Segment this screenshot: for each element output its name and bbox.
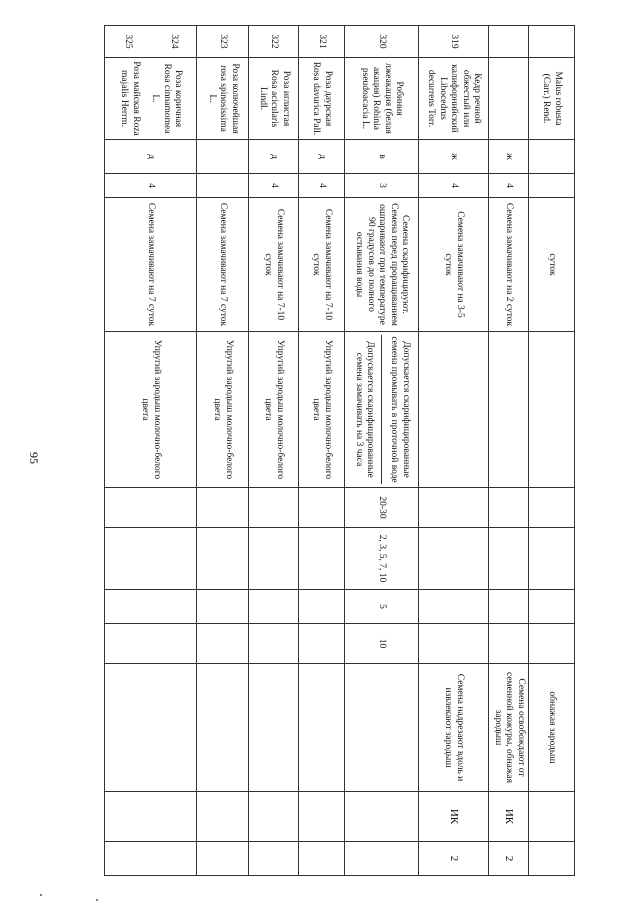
column-9-cell <box>299 590 345 624</box>
count-cell: 3 <box>345 174 419 198</box>
species-cell <box>489 58 529 140</box>
count-cell: 4 <box>299 174 345 198</box>
note-text: Упругий зародыш молочно-белого цвета <box>263 339 285 480</box>
scan-speck <box>96 899 98 901</box>
species-name: Роза майская Roza majalis Herrm. <box>119 61 141 136</box>
notes-cell <box>249 332 299 488</box>
pretreatment-cell: Семена скарифицируют. Семена перед проращиванием ошпаривают при температуре 90 градусов до полного остывания воды <box>345 198 419 332</box>
row-number-cell: 322 <box>249 26 299 58</box>
method-cell <box>197 792 249 842</box>
pretreatment-cell: суток <box>529 198 575 332</box>
number-cell <box>197 842 249 876</box>
species-name: Роза колючейшая rosa spinosissima L. <box>206 63 240 134</box>
note-text: Упругий зародыш молочно-белого цвета <box>140 339 162 480</box>
letter-code-cell: ж <box>489 140 529 174</box>
table-row <box>345 26 419 876</box>
notes-cell <box>299 332 345 488</box>
row-number-cell: 323 <box>197 26 249 58</box>
notes-cell <box>345 332 419 488</box>
species-cell <box>529 58 575 140</box>
count-cell <box>197 174 249 198</box>
page-number: 95 <box>27 452 41 464</box>
number-cell <box>299 842 345 876</box>
temperature-cell: 20-30 <box>345 488 419 528</box>
method-cell: ИК <box>489 792 529 842</box>
rotated-table-frame <box>105 25 575 875</box>
species-cell <box>345 58 419 140</box>
column-9-cell <box>249 590 299 624</box>
table-row <box>489 26 529 876</box>
counting-days-cell <box>299 528 345 590</box>
column-9-cell <box>197 590 249 624</box>
species-name: Кедр речной обжестый или калифорнийский Libocedrus decurrens Torr. <box>426 64 482 133</box>
embryo-preparation-cell: Семена освобождают от семенной кожуры, обнажая зародыш <box>489 664 529 792</box>
letter-code-cell: д <box>105 140 197 174</box>
row-number-cell: 324 325 <box>105 26 197 58</box>
temperature-cell <box>197 488 249 528</box>
column-10-cell <box>419 624 489 664</box>
counting-days-cell <box>529 528 575 590</box>
pretreatment-cell: Семена замачивают на 7 суток <box>105 198 197 332</box>
species-name: Роза коричная Rosa cinnamomea L. <box>150 63 183 134</box>
number-cell <box>529 842 575 876</box>
table-row <box>197 26 249 876</box>
notes-cell <box>489 332 529 488</box>
counting-days-cell <box>197 528 249 590</box>
row-number-cell <box>489 26 529 58</box>
column-10-cell <box>489 624 529 664</box>
note-text: Упругий зародыш молочно-белого цвета <box>311 339 333 480</box>
temperature-cell <box>105 488 197 528</box>
table-row <box>299 26 345 876</box>
column-10-cell <box>197 624 249 664</box>
note-text: Упругий зародыш молочно-белого цвета <box>212 339 234 480</box>
method-cell <box>299 792 345 842</box>
number-cell <box>249 842 299 876</box>
species-name: Робиния лжеакация (белая акация) Robinia pseudoacacia L. <box>360 63 405 134</box>
table-body <box>105 26 575 876</box>
species-cell <box>299 58 345 140</box>
number-cell: 2 <box>419 842 489 876</box>
column-10-cell: 10 <box>345 624 419 664</box>
scan-speck <box>40 894 42 896</box>
temperature-cell <box>529 488 575 528</box>
notes-cell <box>419 332 489 488</box>
species-cell <box>197 58 249 140</box>
seed-treatment-table <box>104 25 575 876</box>
pretreatment-cell: Семена замачивают на 2 суток <box>489 198 529 332</box>
pretreatment-cell: Семена замачивают на 7 суток <box>197 198 249 332</box>
column-10-cell <box>249 624 299 664</box>
method-cell: ИК <box>419 792 489 842</box>
letter-code-cell: в <box>345 140 419 174</box>
method-cell <box>105 792 197 842</box>
row-number-cell: 321 <box>299 26 345 58</box>
row-number-cell <box>529 26 575 58</box>
notes-cell <box>529 332 575 488</box>
count-cell: 4 <box>105 174 197 198</box>
species-cell <box>105 58 197 140</box>
temperature-cell <box>419 488 489 528</box>
letter-code-cell: ж <box>419 140 489 174</box>
table-row <box>105 26 197 876</box>
counting-days-cell <box>489 528 529 590</box>
embryo-preparation-cell <box>197 664 249 792</box>
counting-days-cell <box>249 528 299 590</box>
species-name: Роза даурская Rosa davurica Pall. <box>311 61 333 136</box>
embryo-preparation-cell: Семена надрезают вдоль и извлекают зародыш <box>419 664 489 792</box>
method-cell <box>529 792 575 842</box>
table-row <box>249 26 299 876</box>
method-cell <box>249 792 299 842</box>
counting-days-cell <box>105 528 197 590</box>
embryo-preparation-cell <box>105 664 197 792</box>
pretreatment-cell: Семена замачивают на 3-5 суток <box>419 198 489 332</box>
column-9-cell <box>529 590 575 624</box>
notes-cell <box>197 332 249 488</box>
species-name: Роза иглистая Rosa acicularis Lindl. <box>257 69 291 128</box>
column-10-cell <box>299 624 345 664</box>
note-text: Допускается скарифицированные семена замачивать на 3 часа <box>352 335 382 484</box>
embryo-preparation-cell: обнажая зародыш <box>529 664 575 792</box>
note-text: Допускается скарифицированные семена промывать в проточной воде <box>389 336 411 483</box>
column-9-cell: 5 <box>345 590 419 624</box>
column-9-cell <box>419 590 489 624</box>
letter-code-cell: д <box>249 140 299 174</box>
method-cell <box>345 792 419 842</box>
number-cell: 2 <box>489 842 529 876</box>
species-cell <box>419 58 489 140</box>
letter-code-cell <box>529 140 575 174</box>
row-number-cell: 319 <box>419 26 489 58</box>
table-row <box>529 26 575 876</box>
column-9-cell <box>489 590 529 624</box>
table-row <box>419 26 489 876</box>
pretreatment-cell: Семена замачивают на 7-10 суток <box>299 198 345 332</box>
species-cell <box>249 58 299 140</box>
column-10-cell <box>529 624 575 664</box>
notes-cell <box>105 332 197 488</box>
column-10-cell <box>105 624 197 664</box>
counting-days-cell: 2, 3, 5, 7, 10 <box>345 528 419 590</box>
letter-code-cell <box>197 140 249 174</box>
temperature-cell <box>489 488 529 528</box>
temperature-cell <box>249 488 299 528</box>
number-cell <box>105 842 197 876</box>
species-name: Malus robusta (Carr.) Rend. <box>541 71 563 126</box>
embryo-preparation-cell <box>299 664 345 792</box>
number-cell <box>345 842 419 876</box>
pretreatment-cell: Семена замачивают на 7-10 суток <box>249 198 299 332</box>
column-9-cell <box>105 590 197 624</box>
row-number-cell: 320 <box>345 26 419 58</box>
count-cell: 4 <box>419 174 489 198</box>
count-cell: 4 <box>489 174 529 198</box>
count-cell: 4 <box>249 174 299 198</box>
embryo-preparation-cell <box>345 664 419 792</box>
count-cell <box>529 174 575 198</box>
embryo-preparation-cell <box>249 664 299 792</box>
letter-code-cell: д <box>299 140 345 174</box>
temperature-cell <box>299 488 345 528</box>
counting-days-cell <box>419 528 489 590</box>
